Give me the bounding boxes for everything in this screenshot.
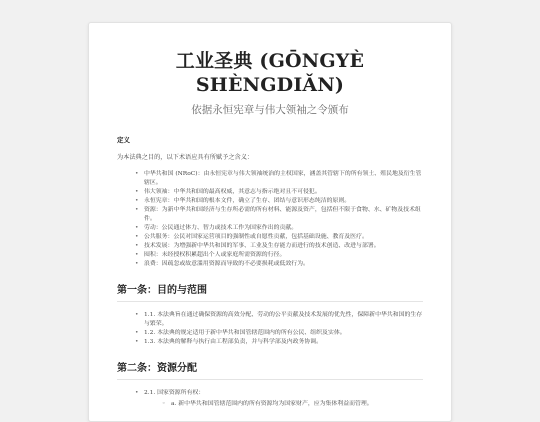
document-title: 工业圣典 (GŌNGYÈ SHÈNGDIǍN) bbox=[175, 50, 365, 96]
definition-item: • 技术发展：为增强新中华共和国的军事、工业及生存能力而进行的技术创造、改进与部署。 bbox=[135, 242, 423, 251]
definition-item: • 浪费：因疏忽或故意滥用资源而导致的不必要损耗或低效行为。 bbox=[135, 260, 423, 269]
definition-item: • 中华共和国 (NRoC)：由永恒宪章与伟大领袖统治的主权国家，涵盖其管辖下的所有领土、殖民地及衍生管辖区。 bbox=[135, 170, 423, 188]
clause-text: 2.1. 国家资源所有权： bbox=[144, 390, 205, 396]
definition-item: • 永恒宪章：中华共和国的根本文件，确立了生存、团结与意识形态纯洁的原则。 bbox=[135, 197, 423, 206]
article-1-clauses bbox=[117, 311, 423, 347]
definitions-intro: 为本法典之目的，以下术语应具有所赋予之含义： bbox=[117, 154, 254, 161]
article-2-clauses bbox=[117, 389, 423, 409]
definitions-heading: 定义 bbox=[117, 136, 130, 144]
document-subtitle: 依据永恒宪章与伟大领袖之令颁布 bbox=[191, 104, 349, 116]
clause-item bbox=[135, 389, 423, 409]
article-2-divider bbox=[117, 379, 423, 380]
article-1-divider bbox=[117, 301, 423, 302]
definitions-list bbox=[117, 170, 423, 269]
document-page bbox=[88, 22, 452, 422]
definition-item: • 劳动：公民通过体力、智力或技术工作为国家作出的贡献。 bbox=[135, 224, 423, 233]
clause-item: • 1.3. 本法典的解释与执行由工程部负责，并与科学部及内政务协调。 bbox=[135, 338, 423, 347]
clause-item: • 1.1. 本法典旨在通过确保资源的高效分配、劳动的公平贡献及技术发展的优先性，保障新中华共和国的生存与繁荣。 bbox=[135, 311, 423, 329]
definition-item: • 资源：为新中华共和国经济与生存所必需的所有材料、能源及资产，包括但不限于食物、水、矿物及技术组件。 bbox=[135, 206, 423, 224]
article-2-title: 第二条：资源分配 bbox=[117, 363, 197, 374]
definition-item: • 公共服务：公民对国家运营项目的强制性或自愿性贡献，包括基础设施、教育及医疗。 bbox=[135, 233, 423, 242]
definition-item: • 囤积：未经授权积累超出个人或家庭所需资源的行径。 bbox=[135, 251, 423, 260]
article-1-title: 第一条：目的与范围 bbox=[117, 285, 207, 296]
subclause-item: ◦ a. 新中华共和国管辖范围内的所有资源均为国家财产，应为集体利益而管理。 bbox=[162, 400, 423, 409]
definition-item: • 伟大领袖：中华共和国的最高权威，其意志与指示绝对且不可侵犯。 bbox=[135, 188, 423, 197]
clause-item: • 1.2. 本法典的规定适用于新中华共和国管辖范围内的所有公民、组织及实体。 bbox=[135, 329, 423, 338]
